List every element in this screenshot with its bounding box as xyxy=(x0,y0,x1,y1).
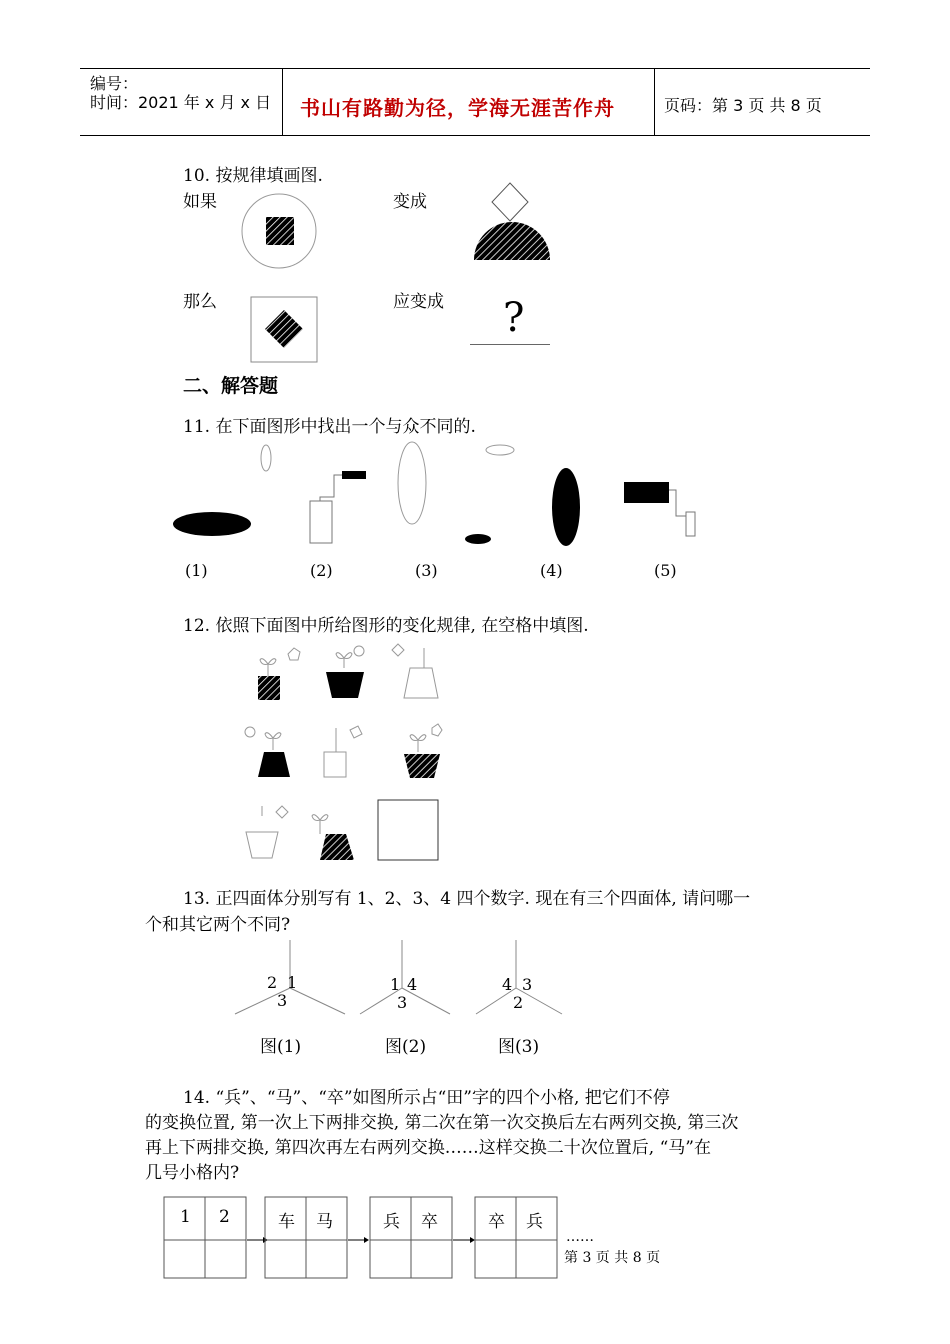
q13-f2-caption: 图(2) xyxy=(385,1037,427,1057)
q14-line2: 的变换位置, 第一次上下两排交换, 第二次在第一次交换后左右两列交换, 第三次 xyxy=(145,1113,739,1133)
q11-figures xyxy=(160,440,720,555)
q14-grid2-cell-1: 车 xyxy=(278,1212,295,1232)
q14-grid2-cell-2: 马 xyxy=(316,1212,333,1232)
header-number-label: 编号： xyxy=(90,74,139,93)
q10-become-label: 变成 xyxy=(393,192,427,212)
header-motto: 书山有路勤为径，学海无涯苦作舟 xyxy=(300,96,615,120)
q12-empty-answer-box xyxy=(378,800,438,860)
q11-caption-2: (2) xyxy=(310,561,333,580)
q13-title-line1: 13. 正四面体分别写有 1、2、3、4 四个数字. 现在有三个四面体, 请问哪一 xyxy=(183,889,751,909)
q13-f1-right: 1 xyxy=(287,973,298,992)
q14-grid4-cell-2: 兵 xyxy=(526,1212,543,1232)
q13-f2-right: 4 xyxy=(407,975,418,994)
q12-cell-r2c3 xyxy=(404,724,442,778)
q10-if-label: 如果 xyxy=(183,192,217,212)
q12-cell-r3c2 xyxy=(312,815,354,860)
q12-cell-r1c1 xyxy=(258,648,300,700)
q13-f1-caption: 图(1) xyxy=(260,1037,302,1057)
header-time-label: 时间：2021 年 x 月 x 日 xyxy=(90,93,272,112)
q10-answer-line xyxy=(470,344,550,345)
q14-ellipsis: …… xyxy=(566,1229,594,1245)
q12-pot-grid xyxy=(240,640,450,865)
q11-title: 11. 在下面图形中找出一个与众不同的. xyxy=(183,417,476,437)
page-footer: 第 3 页 共 8 页 xyxy=(564,1250,661,1266)
q14-grid1-cell-1: 1 xyxy=(180,1207,191,1227)
header-divider-right xyxy=(654,68,655,136)
q13-f3-left: 4 xyxy=(502,975,513,994)
q10-then-label: 那么 xyxy=(183,292,217,312)
q12-cell-r1c2 xyxy=(326,646,364,698)
header-page-info: 页码：第 3 页 共 8 页 xyxy=(664,96,822,115)
q12-title: 12. 依照下面图中所给图形的变化规律, 在空格中填图. xyxy=(183,616,589,636)
q13-f2-bottom: 3 xyxy=(397,993,408,1012)
q11-caption-4: (4) xyxy=(540,561,563,580)
q14-line3: 再上下两排交换, 第四次再左右两列交换……这样交换二十次位置后, “马”在 xyxy=(145,1138,711,1158)
q14-grid1-cell-2: 2 xyxy=(219,1207,230,1227)
q10-square-with-diamond xyxy=(250,296,322,364)
q12-cell-r2c2 xyxy=(324,726,362,777)
header-top-rule xyxy=(80,68,870,69)
header-divider-left xyxy=(282,68,283,136)
q13-f3-caption: 图(3) xyxy=(498,1037,540,1057)
q10-title: 10. 按规律填画图. xyxy=(183,166,323,186)
q14-line1: 14. “兵”、“马”、“卒”如图所示占“田”字的四个小格, 把它们不停 xyxy=(183,1088,670,1108)
q14-grid4-cell-1: 卒 xyxy=(488,1212,505,1232)
q13-f2-left: 1 xyxy=(390,975,401,994)
q11-caption-3: (3) xyxy=(415,561,438,580)
q14-grid3-cell-2: 卒 xyxy=(421,1212,438,1232)
q14-line4: 几号小格内? xyxy=(145,1163,240,1183)
header-bottom-rule xyxy=(80,135,870,136)
q14-grid3-cell-1: 兵 xyxy=(383,1212,400,1232)
q13-f1-left: 2 xyxy=(267,973,278,992)
q13-f3-bottom: 2 xyxy=(513,993,524,1012)
q13-f3-right: 3 xyxy=(522,975,533,994)
q10-should-become-label: 应变成 xyxy=(393,292,444,312)
q10-semicircle-with-diamond xyxy=(470,180,560,265)
q12-cell-r1c3 xyxy=(392,644,438,698)
q13-f1-bottom: 3 xyxy=(277,991,288,1010)
q12-cell-r3c1 xyxy=(246,806,288,858)
q12-cell-r2c1 xyxy=(245,727,290,777)
q10-question-mark: ? xyxy=(503,295,525,341)
q11-caption-1: (1) xyxy=(185,561,208,580)
q11-caption-5: (5) xyxy=(654,561,677,580)
section-title: 二、解答题 xyxy=(183,375,279,397)
q10-circle-with-square xyxy=(240,193,320,273)
q13-title-line2: 个和其它两个不同? xyxy=(145,915,291,935)
